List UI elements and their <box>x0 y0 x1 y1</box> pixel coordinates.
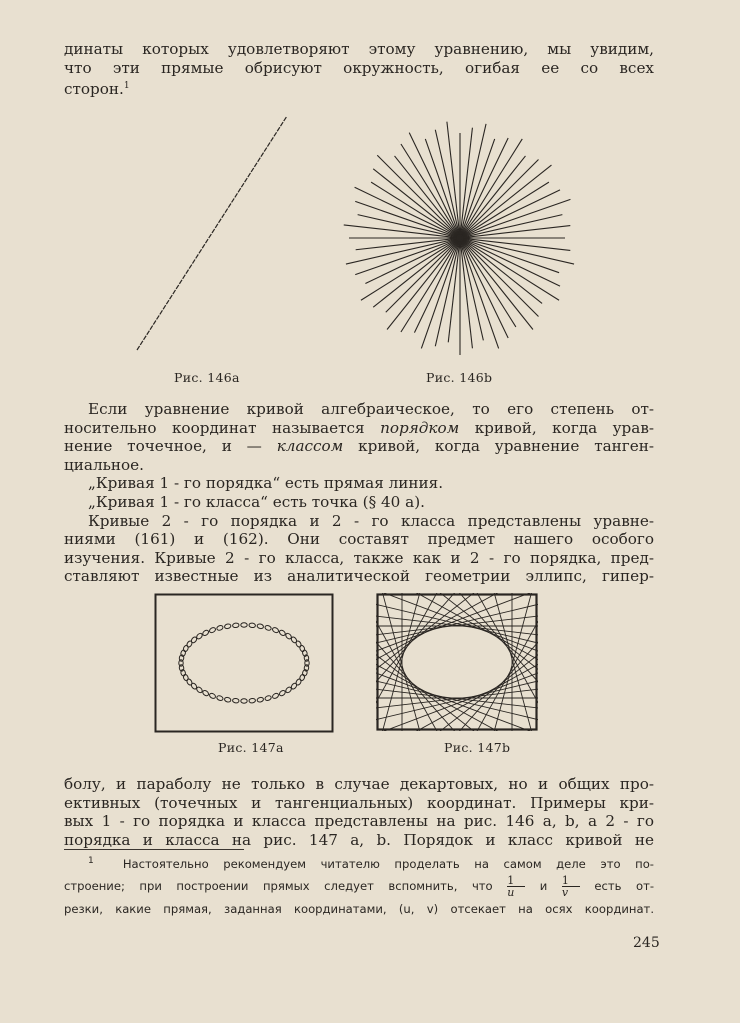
chain-link <box>284 117 287 121</box>
tangent-line <box>399 593 538 731</box>
chain-link <box>163 305 166 309</box>
chain-link <box>264 148 267 152</box>
text-line: Кривые 2 - го порядка и 2 - го класса представлены уравне- <box>88 511 654 530</box>
tangent-line <box>376 593 538 731</box>
paragraph-definition <box>64 400 654 586</box>
chain-link <box>196 254 199 258</box>
tangent-line <box>376 608 538 645</box>
text-line: „Кривая 1 - го порядка“ есть прямая линия. <box>88 474 444 493</box>
footnote <box>64 850 654 920</box>
chain-link <box>209 627 217 634</box>
chain-link <box>140 341 143 345</box>
chain-link <box>137 346 140 350</box>
text-line: болу, и параболу не только в случае декартовых, но и общих про- <box>64 775 654 793</box>
chain-link <box>264 695 272 702</box>
tangent-line <box>470 593 538 731</box>
figure-caption: Рис. 146b <box>426 370 493 385</box>
chain-link <box>186 678 193 686</box>
chain-link <box>257 623 264 629</box>
chain-link <box>274 132 277 136</box>
text-line: циальное. <box>64 455 144 474</box>
tangent-line <box>376 593 538 731</box>
figure-146b <box>335 118 585 368</box>
figure-146a <box>125 110 305 360</box>
chain-link <box>215 224 218 228</box>
chain-link <box>245 178 248 182</box>
tangent-line <box>376 593 538 711</box>
chain-link <box>219 219 222 223</box>
tangent-line <box>376 679 538 716</box>
footnote-mark: 1 <box>88 856 94 866</box>
tangent-line <box>376 593 444 731</box>
chain-link <box>199 249 202 253</box>
text-line: порядка и класса на рис. 147 a, b. Порядок и класс кривой не <box>64 830 654 849</box>
chain-link <box>280 122 283 126</box>
chain-link <box>232 698 239 703</box>
text-line: „Кривая 1 - го класса“ есть точка (§ 40 a). <box>88 492 425 511</box>
chain-link <box>267 142 270 146</box>
chain-link <box>173 290 176 294</box>
paragraph-examples <box>64 775 654 849</box>
chain-link <box>160 310 163 314</box>
text-line: Если уравнение кривой алгебраическое, то его степень от- <box>88 400 654 418</box>
chain-link <box>170 295 173 299</box>
chain-link <box>295 640 302 648</box>
tangent-line <box>376 593 515 731</box>
chain-link <box>212 229 215 233</box>
chain-link <box>295 678 302 686</box>
figure-caption: Рис. 146a <box>174 370 240 385</box>
chain-link <box>153 320 156 324</box>
chain-link <box>202 689 210 696</box>
chain-link <box>224 697 231 703</box>
chain-link <box>209 692 217 699</box>
chain-link <box>209 234 212 238</box>
chain-link <box>150 326 153 330</box>
chain-link <box>272 692 280 699</box>
chain-link <box>248 173 251 177</box>
chain-link <box>202 629 210 636</box>
chain-link <box>251 168 254 172</box>
text-line: что эти прямые обрисуют окружность, огибая ее со всех <box>64 58 654 77</box>
pencil-center-point <box>457 235 463 241</box>
chain-link <box>271 137 274 141</box>
tangent-line <box>376 593 515 731</box>
chain-link <box>241 699 247 703</box>
footnote-line: $^1$ Настоятельно рекомендуем читателю проделать на самом деле это по- <box>88 856 654 871</box>
chain-link <box>241 623 247 627</box>
chain-link <box>249 623 256 628</box>
chain-link <box>257 697 264 703</box>
chain-link <box>192 259 195 263</box>
chain-link <box>232 623 239 628</box>
tangent-line <box>470 593 538 731</box>
chain-link <box>235 193 238 197</box>
text-line: нение точечное, и — классом кривой, когда уравнение танген- <box>64 437 654 456</box>
chain-link <box>189 265 192 269</box>
tangent-line <box>376 593 444 731</box>
footnote-line: строение; при построении прямых следует вспомнить, что $\frac{1}{u}$ и $\frac{1}{v}$ есть от- <box>64 873 655 899</box>
chain-link <box>264 625 272 632</box>
chain-link <box>222 214 225 218</box>
text-line: изучения. Кривые 2 - го класса, также как и 2 - го порядка, пред- <box>64 548 654 567</box>
chain-link <box>186 270 189 274</box>
fraction-1-over-u: $\frac{1}{u}$ <box>507 875 525 898</box>
chain-link <box>202 244 205 248</box>
chain-link <box>183 645 190 653</box>
chain-link <box>224 623 231 629</box>
chain-link <box>228 203 231 207</box>
chain-link <box>278 629 286 636</box>
text-line: ставляют известные из аналитической геометрии эллипс, гипер- <box>64 567 654 586</box>
chain-link <box>278 689 286 696</box>
footnote-line: резки, какие прямая, заданная координатами, (u, v) отсекает на осях координат. <box>64 901 654 916</box>
text-line: сторон.$^1$ <box>64 80 130 99</box>
tangent-line <box>376 593 538 731</box>
chain-link <box>183 275 186 279</box>
chain-link <box>144 336 147 340</box>
chain-link <box>254 163 257 167</box>
chain-link <box>176 285 179 289</box>
chain-link <box>238 188 241 192</box>
chain-link <box>205 239 208 243</box>
figure-caption: Рис. 147b <box>444 740 511 755</box>
chain-link <box>249 698 256 703</box>
footnote-reference: 1 <box>123 81 130 92</box>
chain-link <box>179 280 182 284</box>
figure-147b <box>376 593 538 731</box>
text-line: ниями (161) и (162). Они составят предмет нашего особого <box>64 530 654 549</box>
text-line: вых 1 - го порядка и класса представлены на рис. 146 a, b, а 2 - го <box>64 812 654 831</box>
top-paragraph <box>64 40 654 99</box>
chain-link <box>216 695 224 702</box>
tangent-line <box>376 613 538 731</box>
chain-link <box>232 198 235 202</box>
chain-link <box>299 674 306 682</box>
tangent-line <box>399 593 538 731</box>
chain-link <box>241 183 244 187</box>
chain-link <box>225 209 228 213</box>
term-order: порядком <box>380 418 460 437</box>
chain-link <box>277 127 280 131</box>
chain-link <box>258 158 261 162</box>
chain-link <box>272 627 280 634</box>
page-number: 245 <box>633 935 660 951</box>
figure-147a <box>154 593 334 733</box>
tangent-line <box>376 593 538 731</box>
fraction-1-over-v: $\frac{1}{v}$ <box>562 875 580 898</box>
tangent-line <box>376 608 538 645</box>
text-line: динаты которых удовлетворяют этому уравнению, мы увидим, <box>64 40 654 58</box>
tangent-line <box>376 679 538 716</box>
chain-link <box>147 331 150 335</box>
chain-link <box>216 625 224 632</box>
chain-link <box>261 153 264 157</box>
chain-link <box>186 640 193 648</box>
term-class: классом <box>276 437 344 456</box>
tangent-line <box>376 613 538 731</box>
text-line: ективных (точечных и тангенциальных) координат. Примеры кри- <box>64 793 654 812</box>
figure-caption: Рис. 147a <box>218 740 284 755</box>
chain-link <box>166 300 169 304</box>
text-line: носительно координат называется порядком кривой, когда урав- <box>64 418 655 437</box>
chain-link <box>157 315 160 319</box>
tangent-line <box>376 593 538 711</box>
